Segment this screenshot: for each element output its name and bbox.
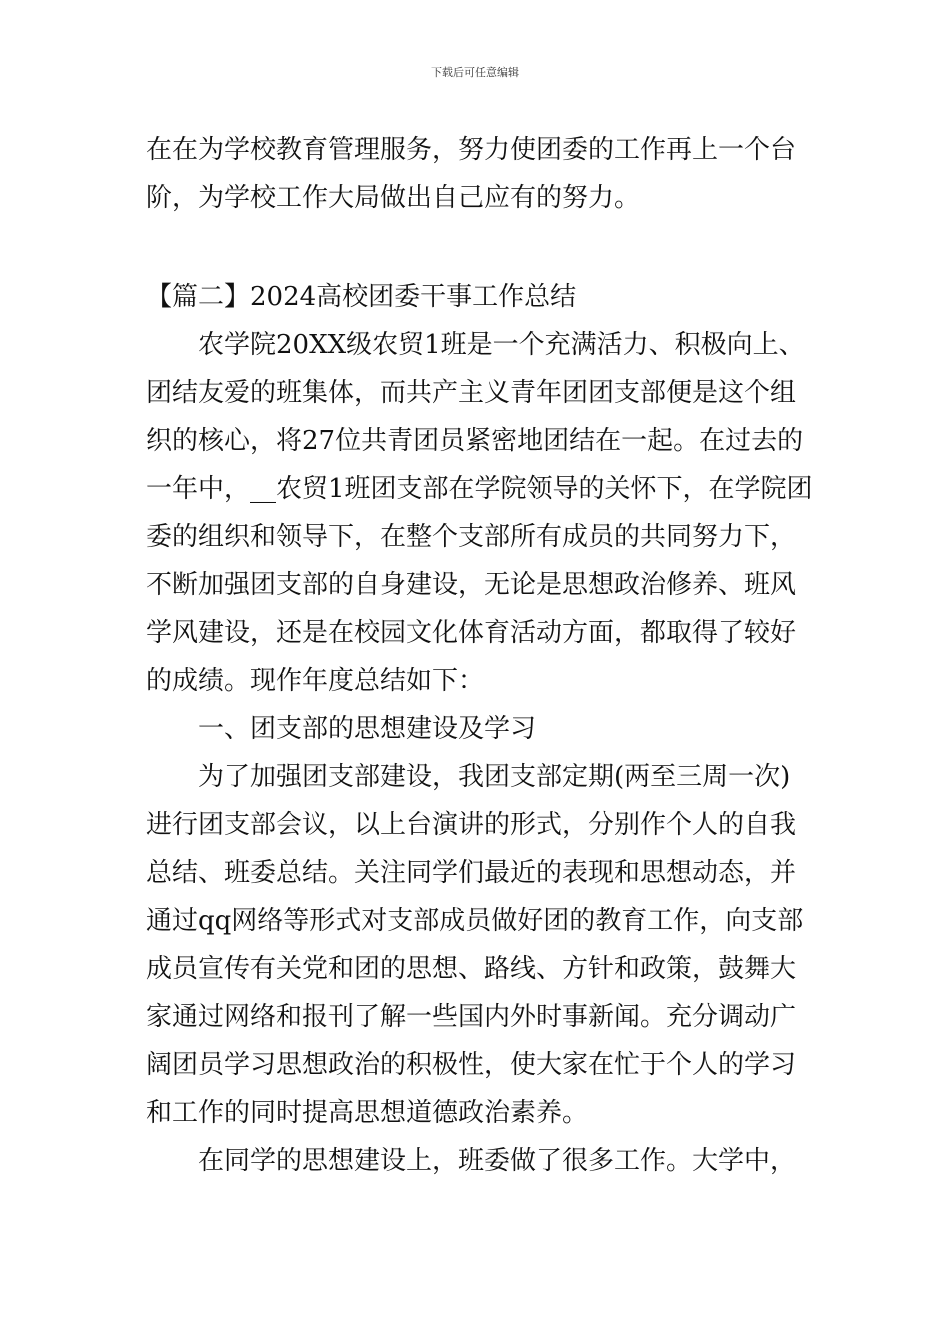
- intro-line: 在在为学校教育管理服务，努力使团委的工作再上一个台: [146, 135, 797, 165]
- document-body: [146, 126, 811, 1185]
- paragraph-line: 和工作的同时提高思想道德政治素养。: [146, 1098, 589, 1128]
- section-title: 【篇二】2024高校团委干事工作总结: [146, 282, 577, 312]
- paragraph-line: 阔团员学习思想政治的积极性，使大家在忙于个人的学习: [146, 1050, 797, 1080]
- paragraph-line: 团结友爱的班集体，而共产主义青年团团支部便是这个组: [146, 378, 797, 408]
- paragraph-line: 的成绩。现作年度总结如下：: [146, 666, 485, 696]
- paragraph-line: 农学院20XX级农贸1班是一个充满活力、积极向上、: [198, 330, 805, 360]
- paragraph-line: 委的组织和领导下，在整个支部所有成员的共同努力下，: [146, 522, 797, 552]
- paragraph-line: 为了加强团支部建设，我团支部定期(两至三周一次): [198, 762, 791, 792]
- paragraph-line: 总结、班委总结。关注同学们最近的表现和思想动态，并: [146, 858, 797, 888]
- paragraph-line: 通过qq网络等形式对支部成员做好团的教育工作，向支部: [146, 906, 804, 936]
- paragraph-line: 一年中，__农贸1班团支部在学院领导的关怀下，在学院团: [146, 474, 813, 504]
- page-header: 下载后可任意编辑: [431, 66, 519, 79]
- intro-line: 阶，为学校工作大局做出自己应有的努力。: [146, 183, 641, 213]
- paragraph-line: 成员宣传有关党和团的思想、路线、方针和政策，鼓舞大: [146, 954, 797, 984]
- paragraph-line: 学风建设，还是在校园文化体育活动方面，都取得了较好: [146, 618, 797, 648]
- paragraph-line: 家通过网络和报刊了解一些国内外时事新闻。充分调动广: [146, 1002, 797, 1032]
- paragraph-line: 在同学的思想建设上，班委做了很多工作。大学中，: [198, 1146, 797, 1176]
- subheading: 一、团支部的思想建设及学习: [198, 714, 537, 744]
- paragraph-line: 不断加强团支部的自身建设，无论是思想政治修养、班风: [146, 570, 797, 600]
- paragraph-line: 织的核心，将27位共青团员紧密地团结在一起。在过去的: [146, 426, 804, 456]
- paragraph-line: 进行团支部会议，以上台演讲的形式，分别作个人的自我: [146, 810, 797, 840]
- paragraph-gap: [146, 222, 811, 273]
